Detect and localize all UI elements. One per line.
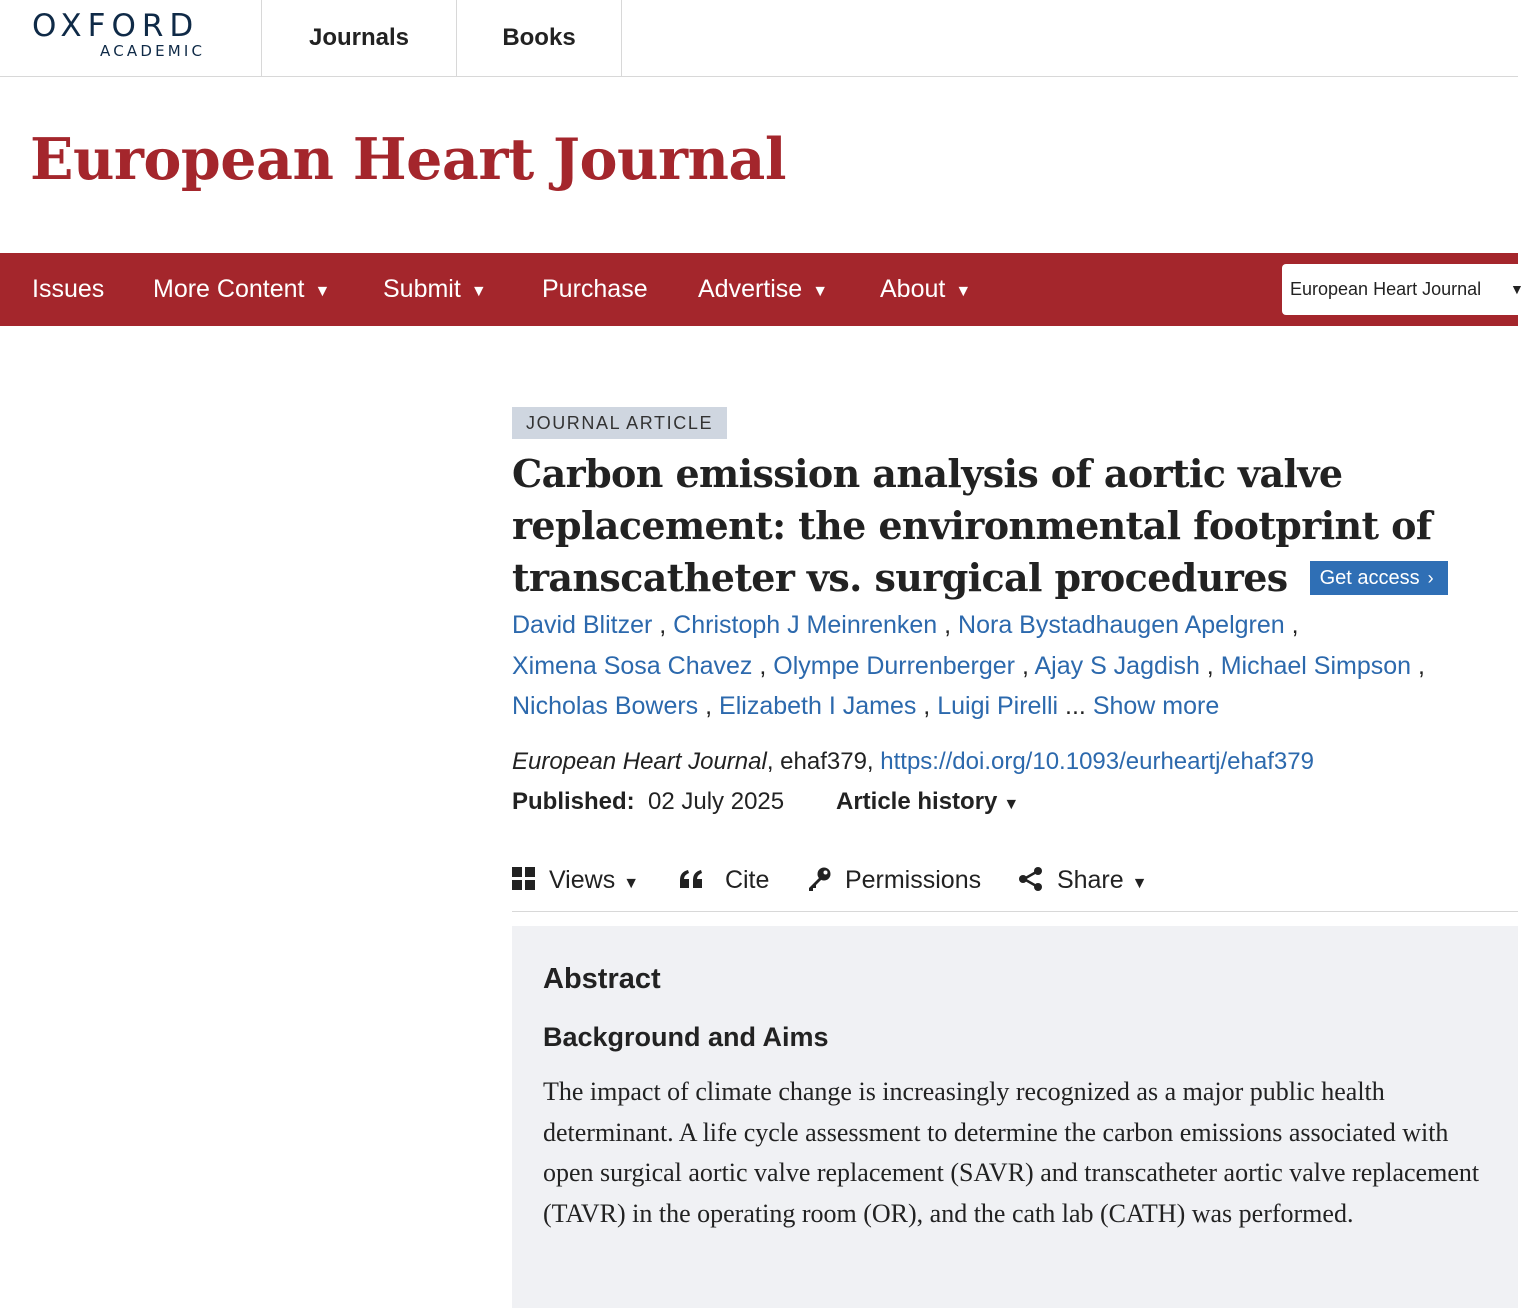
oxford-academic-logo[interactable] [0, 0, 262, 76]
author-link[interactable]: Olympe Durrenberger [773, 651, 1016, 680]
article-tools-bar [512, 860, 1518, 912]
journal-search-select[interactable] [1282, 264, 1532, 315]
cite-label: Cite [724, 866, 770, 894]
author-list [512, 605, 1502, 727]
site-header [0, 0, 1518, 77]
cite-button[interactable] [678, 860, 769, 900]
nav-submit[interactable] [383, 253, 487, 326]
author-separator: , [937, 611, 959, 639]
nav-issues[interactable] [32, 253, 104, 326]
author-ellipsis: ... [1058, 692, 1093, 720]
quote-icon [678, 868, 704, 890]
abstract-subheading: Background and Aims [543, 1022, 829, 1052]
article-title-block [512, 448, 1512, 604]
journal-title[interactable]: European Heart Journal [30, 126, 787, 193]
author-link[interactable]: Nora Bystadhaugen Apelgren [958, 611, 1285, 639]
article-title: Carbon emission analysis of aortic valve replacement: the environmental footprint of transcatheter vs. surgical procedures [512, 451, 1432, 600]
author-link[interactable]: Ximena Sosa Chavez [512, 651, 753, 680]
author-separator: , [1284, 611, 1299, 639]
citation-article-id: , ehaf379, [766, 748, 881, 775]
nav-purchase-label: Purchase [542, 275, 648, 303]
caret-down-icon: ▼ [623, 875, 640, 892]
author-separator: , [698, 692, 720, 720]
author-link[interactable]: Luigi Pirelli [937, 692, 1059, 720]
get-access-label: Get access [1319, 566, 1420, 589]
author-link[interactable]: David Blitzer [512, 611, 653, 639]
author-link[interactable]: Elizabeth I James [719, 692, 917, 720]
permissions-button[interactable] [806, 860, 981, 900]
nav-more-content[interactable] [153, 253, 330, 326]
nav-issues-label: Issues [32, 275, 105, 303]
nav-advertise[interactable] [698, 253, 828, 326]
caret-down-icon: ▼ [955, 283, 972, 300]
abstract-text: The impact of climate change is increasingly recognized as a major public health determinant. A life cycle assessment to determine the carbon emissions associated with open surgical aortic valve replacement (SAVR) and transcatheter aortic valve replacement (TAVR) in the operating room (OR), and the cath lab (CATH) was performed. [543, 1077, 1480, 1228]
nav-about[interactable] [880, 253, 971, 326]
share-button[interactable] [1018, 860, 1148, 900]
views-label: Views [548, 866, 616, 894]
nav-journals[interactable]: Journals [262, 0, 457, 76]
nav-submit-label: Submit [383, 275, 461, 303]
caret-down-icon: ▼ [1131, 875, 1148, 892]
author-separator: , [1199, 651, 1221, 680]
author-link[interactable]: Christoph J Meinrenken [673, 611, 938, 639]
nav-purchase[interactable] [542, 253, 648, 326]
abstract-section [512, 926, 1518, 1308]
article-type-badge: JOURNAL ARTICLE [512, 407, 727, 439]
nav-advertise-label: Advertise [698, 275, 803, 303]
author-link[interactable]: Nicholas Bowers [512, 692, 699, 720]
author-separator: , [652, 611, 674, 639]
citation-line [512, 748, 1314, 776]
author-separator: , [916, 692, 938, 720]
nav-about-label: About [880, 275, 946, 303]
abstract-heading: Abstract [543, 963, 661, 995]
published-label: Published: [512, 788, 635, 815]
caret-down-icon: ▼ [470, 283, 487, 300]
published-line [512, 788, 784, 816]
author-link[interactable]: Michael Simpson [1220, 651, 1412, 680]
grid-icon [512, 867, 536, 891]
select-caret-icon: ▼ [1510, 281, 1524, 297]
share-icon [1018, 866, 1044, 892]
key-icon [806, 866, 832, 892]
published-date: 02 July 2025 [648, 788, 785, 815]
doi-link[interactable]: https://doi.org/10.1093/eurheartj/ehaf379 [880, 748, 1314, 775]
citation-journal-name: European Heart Journal [512, 748, 767, 775]
author-separator: , [752, 651, 774, 680]
caret-down-icon: ▼ [1003, 796, 1020, 813]
author-separator: , [1015, 651, 1035, 680]
caret-down-icon: ▼ [812, 283, 829, 300]
nav-more-content-label: More Content [153, 275, 305, 303]
author-separator: , [1411, 651, 1425, 680]
chevron-right-icon: › [1427, 567, 1434, 588]
caret-down-icon: ▼ [314, 283, 331, 300]
get-access-button[interactable] [1310, 561, 1448, 595]
article-history-toggle[interactable] [836, 788, 1019, 816]
author-link[interactable]: Ajay S Jagdish [1034, 651, 1200, 680]
share-label: Share [1056, 866, 1124, 894]
journal-nav-bar [0, 253, 1524, 326]
show-more-authors-link[interactable]: Show more [1092, 692, 1220, 720]
permissions-label: Permissions [844, 866, 982, 894]
nav-books[interactable]: Books [457, 0, 622, 76]
journal-select-value: European Heart Journal [1290, 279, 1482, 299]
article-history-label: Article history [836, 788, 998, 815]
logo-oxford-text: OXFORD [32, 8, 200, 44]
logo-academic-text: ACADEMIC [100, 42, 206, 60]
views-button[interactable] [512, 860, 639, 900]
